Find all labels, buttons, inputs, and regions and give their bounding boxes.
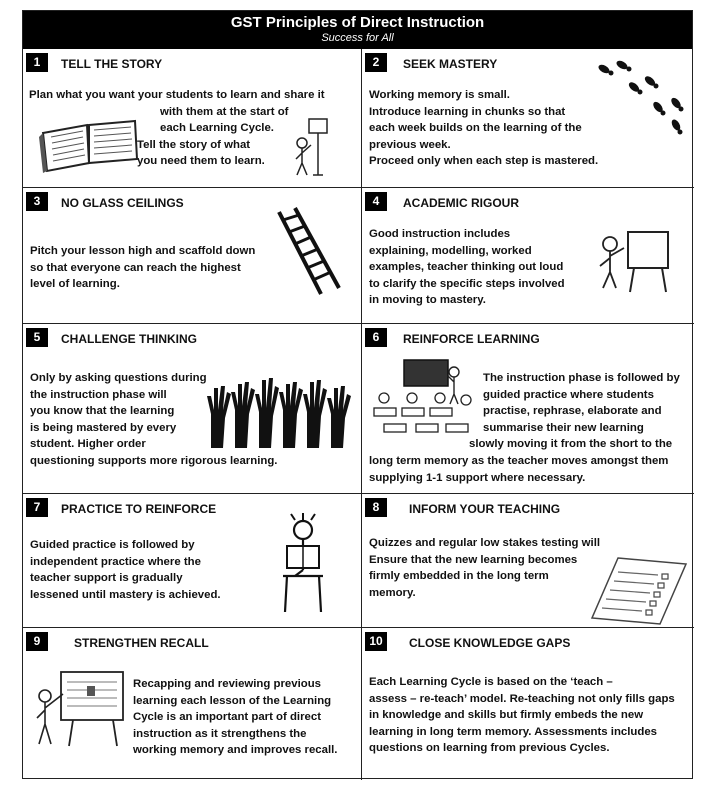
- raised-hands-icon: [205, 376, 355, 448]
- principle-text: Pitch your lesson high and scaffold down so that everyone can reach the highest level of learning.: [30, 245, 256, 291]
- principle-card-1: [23, 49, 362, 188]
- principle-number: 5: [26, 328, 48, 347]
- principle-card-5: [23, 324, 362, 494]
- principle-title: ACADEMIC RIGOUR: [403, 196, 519, 210]
- principle-title: CLOSE KNOWLEDGE GAPS: [409, 636, 571, 650]
- principle-number: 7: [26, 498, 48, 517]
- principle-title: CHALLENGE THINKING: [61, 332, 197, 346]
- principle-text: Good instruction includes explaining, modelling, worked examples, teacher thinking out loud to clarify the specific steps involved in moving to mastery.: [369, 228, 565, 307]
- principle-title: NO GLASS CEILINGS: [61, 196, 184, 210]
- principle-text: Only by asking questions during the instruction phase will you know that the learning is being mastered by every student. Higher order questioning supports more rigorous learning.: [30, 372, 278, 467]
- principle-number: 2: [365, 53, 387, 72]
- principle-title: PRACTICE TO REINFORCE: [61, 502, 217, 516]
- principle-card-4: [362, 188, 694, 324]
- principle-number: 10: [365, 632, 387, 651]
- principle-card-10: [362, 628, 694, 780]
- principle-number: 1: [26, 53, 48, 72]
- sheet-subtitle: Success for All: [321, 32, 394, 44]
- sheet-header: [23, 11, 692, 49]
- classroom-icon: [370, 358, 474, 436]
- principles-sheet: [22, 10, 693, 779]
- principle-title: TELL THE STORY: [61, 57, 163, 71]
- teacher-chart-icon: [33, 666, 127, 752]
- principle-number: 4: [365, 192, 387, 211]
- student-reading-icon: [273, 512, 333, 616]
- principle-text: Plan what you want your students to learn and share it with them at the start of each Learning Cycle. Tell the story of what you need them to learn.: [29, 89, 325, 168]
- principle-card-6: [362, 324, 694, 494]
- principle-card-7: [23, 494, 362, 628]
- sheet-title: GST Principles of Direct Instruction: [230, 14, 485, 31]
- principle-number: 3: [26, 192, 48, 211]
- ladder-icon: [271, 206, 351, 298]
- open-book-icon: [37, 119, 141, 173]
- footprints-icon: [592, 57, 692, 137]
- principle-card-2: [362, 49, 694, 188]
- principle-text: The instruction phase is followed by guided practice where students practise, rephrase, elaborate and summarise their new learning slowly moving it from the short to the long term memory as the teacher moves amongst them supplying 1-1 support where necessary.: [369, 372, 680, 484]
- principle-card-3: [23, 188, 362, 324]
- principle-number: 9: [26, 632, 48, 651]
- presenter-icon: [293, 115, 333, 179]
- principle-title: REINFORCE LEARNING: [403, 332, 540, 346]
- principle-text: Each Learning Cycle is based on the ‘teach – assess – re-teach’ model. Re-teaching not only fills gaps in knowledge and skills but firmly embeds the new learning in long term memory. Assessments includes questions on learning from previous Cycles.: [369, 676, 675, 755]
- principle-title: STRENGTHEN RECALL: [74, 636, 209, 650]
- principle-title: INFORM YOUR TEACHING: [409, 502, 561, 516]
- principle-text: Quizzes and regular low stakes testing will Ensure that the new learning becomes firmly embedded in the long term memory.: [369, 537, 601, 599]
- principle-title: SEEK MASTERY: [403, 57, 498, 71]
- principle-card-8: [362, 494, 694, 628]
- principle-text: Recapping and reviewing previous learning each lesson of the Learning Cycle is an important part of direct instruction as it strengthens the working memory and improves recall.: [133, 678, 338, 757]
- principle-number: 8: [365, 498, 387, 517]
- teacher-whiteboard-icon: [594, 226, 674, 296]
- quiz-sheet-icon: [588, 554, 690, 626]
- principle-text: Working memory is small. Introduce learning in chunks so that each week builds on the learning of the previous week. Proceed only when each step is mastered.: [369, 89, 599, 168]
- principle-card-9: [23, 628, 362, 780]
- principle-number: 6: [365, 328, 387, 347]
- principle-text: Guided practice is followed by independent practice where the teacher support is gradually lessened until mastery is achieved.: [30, 539, 221, 601]
